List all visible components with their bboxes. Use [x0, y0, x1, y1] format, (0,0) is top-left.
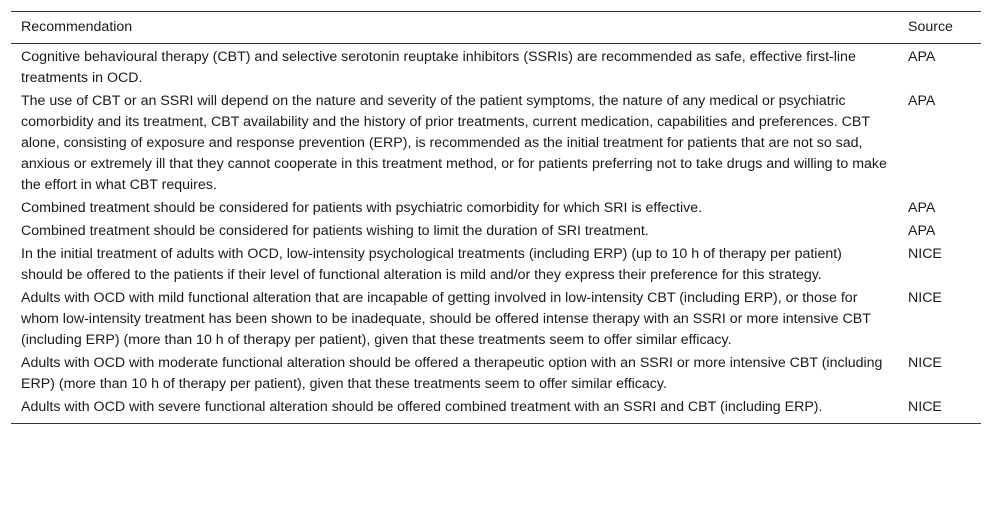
table-row — [11, 44, 981, 91]
table-row — [11, 220, 981, 243]
recommendation-cell: Adults with OCD with severe functional alteration should be offered combined treatment with an SSRI and CBT (including ERP). — [21, 399, 823, 415]
table-row — [11, 90, 981, 197]
table-row — [11, 352, 981, 396]
recommendation-cell: Combined treatment should be considered for patients wishing to limit the duration of SRI treatment. — [21, 223, 649, 239]
table-row — [11, 197, 981, 220]
recommendations-table — [11, 11, 981, 424]
table-header — [11, 12, 981, 44]
table-row — [11, 243, 981, 287]
recommendation-cell: In the initial treatment of adults with OCD, low-intensity psychological treatments (including ERP) (up to 10 h of therapy per patient) should be offered to the patients if their level of functional alteration is mild and/or they express their preference for this strategy. — [21, 246, 842, 283]
source-cell: APA — [908, 223, 936, 239]
recommendation-cell: Adults with OCD with moderate functional alteration should be offered a therapeutic option with an SSRI or more intensive CBT (including ERP) (more than 10 h of therapy per patient), given that these treatments seem to offer similar efficacy. — [21, 355, 883, 392]
source-cell: NICE — [908, 355, 942, 371]
source-cell: APA — [908, 49, 936, 65]
header-source: Source — [908, 19, 953, 35]
recommendations-table-container — [11, 11, 981, 424]
table-body — [11, 44, 981, 424]
recommendation-cell: Combined treatment should be considered for patients with psychiatric comorbidity for which SRI is effective. — [21, 200, 703, 216]
source-cell: APA — [908, 93, 936, 109]
recommendation-cell: Adults with OCD with mild functional alteration that are incapable of getting involved in low-intensity CBT (including ERP), or those for whom low-intensity treatment has been shown to be inadequate, should be offered intense therapy with an SSRI or more intensive CBT (including ERP) (more than 10 h of therapy per patient), given that these treatments seem to offer similar efficacy. — [21, 290, 871, 348]
recommendation-cell: The use of CBT or an SSRI will depend on the nature and severity of the patient symptoms, the nature of any medical or psychiatric comorbidity and its treatment, CBT availability and the history of prior treatments, current medication, capabilities and preferences. CBT alone, consisting of exposure and response prevention (ERP), is recommended as the initial treatment for patients that are not so sad, anxious or extremely ill that they cannot cooperate in this treatment method, or for patients preferring not to take drugs and willing to make the effort in what CBT requires. — [21, 93, 887, 193]
source-cell: APA — [908, 200, 936, 216]
recommendation-cell: Cognitive behavioural therapy (CBT) and selective serotonin reuptake inhibitors (SSRIs) are recommended as safe, effective first-line treatments in OCD. — [21, 49, 856, 86]
source-cell: NICE — [908, 290, 942, 306]
header-row — [11, 12, 981, 44]
table-row — [11, 396, 981, 424]
table-row — [11, 287, 981, 352]
source-cell: NICE — [908, 399, 942, 415]
source-cell: NICE — [908, 246, 942, 262]
header-recommendation: Recommendation — [21, 19, 133, 35]
